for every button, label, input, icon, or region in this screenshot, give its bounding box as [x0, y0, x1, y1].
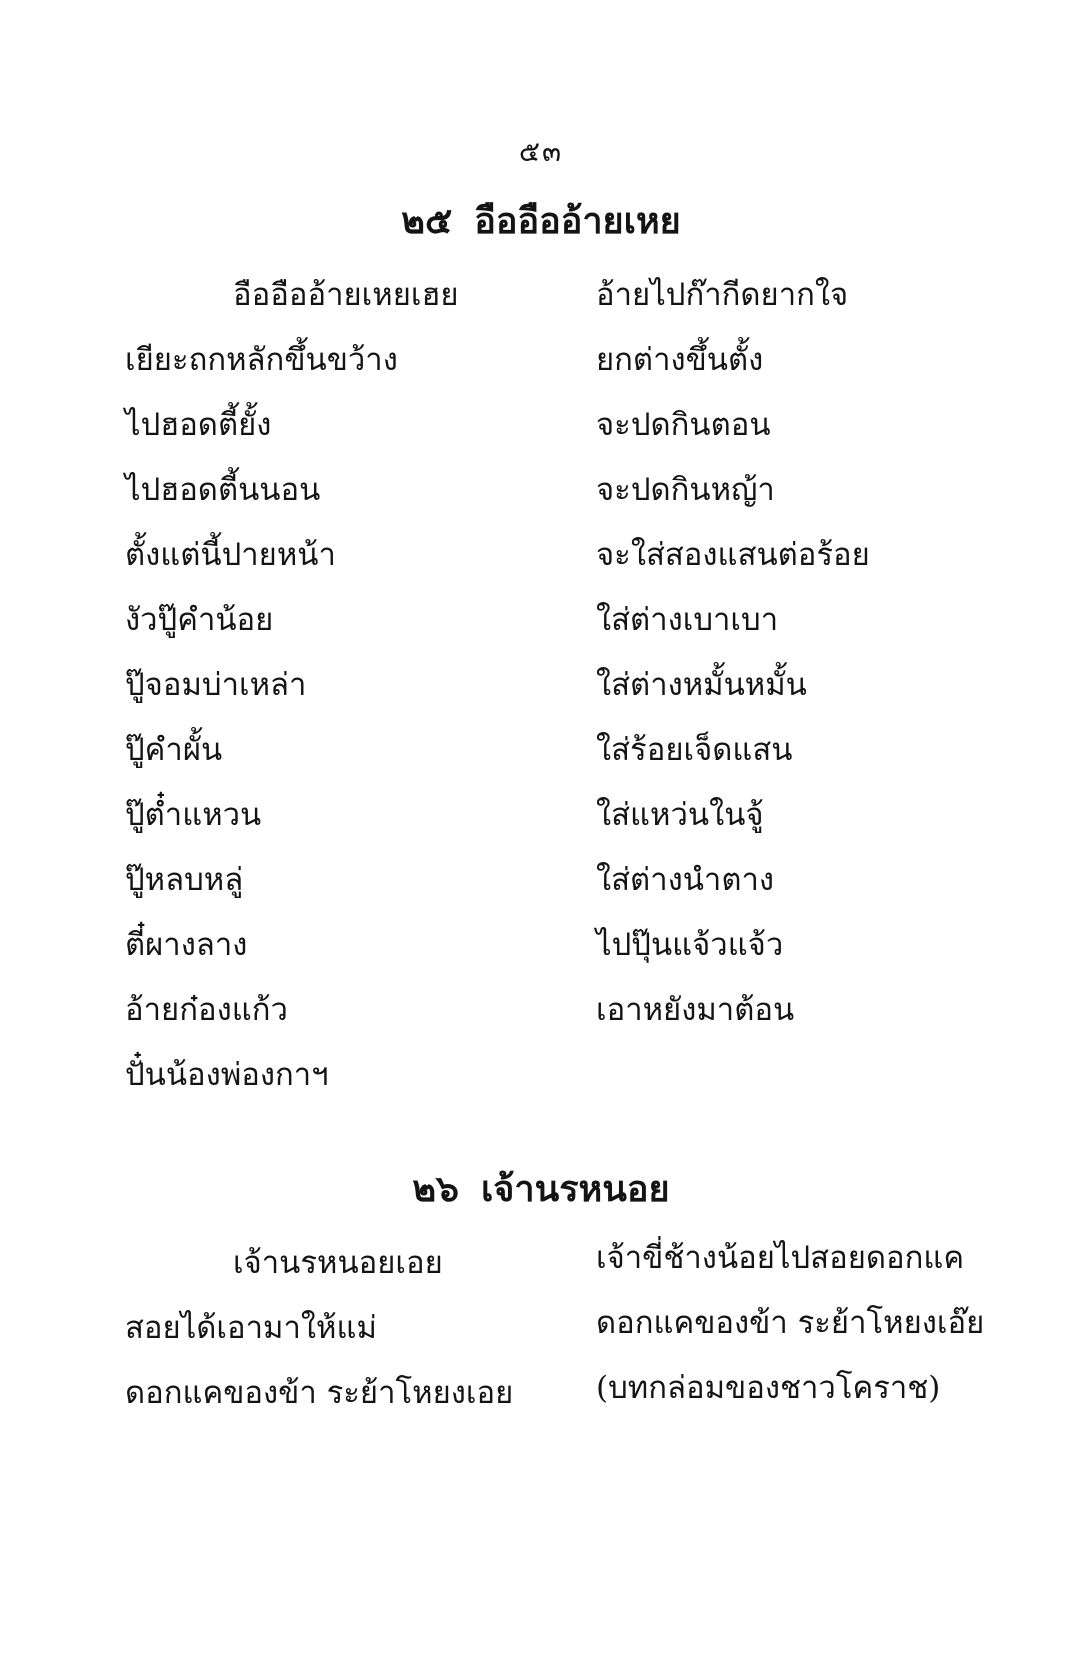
verse-right: เจ้าขี่ช้างน้อยไปสอยดอกแค: [596, 1240, 965, 1276]
section-heading: เจ้านรหนอย: [480, 1168, 670, 1210]
verse-left: อ้ายก๋องแก้ว: [125, 992, 288, 1028]
verse-left: งัวปู๊คำน้อย: [125, 602, 274, 638]
verse-left: ไปฮอดตี้ยั้ง: [125, 407, 272, 443]
verse-left: ตี๋ผางลาง: [125, 927, 248, 963]
page-number: ๕๓: [518, 135, 564, 168]
verse-left: อืออืออ้ายเหยเฮย: [233, 277, 459, 313]
verse-right: จะใส่สองแสนต่อร้อย: [596, 537, 870, 573]
verse-right: ยกต่างขึ้นตั้ง: [596, 342, 764, 378]
verse-left: เยียะถกหลักขึ้นขว้าง: [125, 342, 398, 378]
section-number: ๒๖: [412, 1168, 459, 1210]
section-title-25: [0, 192, 1082, 249]
verse-right: ใส่ต่างนำตาง: [596, 862, 775, 898]
section-number: ๒๕: [401, 200, 453, 242]
verse-right: จะปดกินหญ้า: [596, 472, 775, 508]
verse-right: เอาหยังมาต้อน: [596, 992, 795, 1028]
verse-right: ใส่แหว่นในจู้: [596, 797, 764, 833]
verse-left: ไปฮอดตี้นนอน: [125, 472, 321, 508]
verse-left: ปู๊จอมบ่าเหล่า: [125, 667, 307, 703]
verse-left: เจ้านรหนอยเอย: [233, 1245, 443, 1281]
verse-left: สอยได้เอามาให้แม่: [125, 1310, 377, 1346]
verse-left: ปู๊ต๋ำแหวน: [125, 797, 262, 833]
verse-left: ปู๊คำผั้น: [125, 732, 223, 768]
section-heading: อืออืออ้ายเหย: [474, 200, 681, 242]
verse-left: ดอกแคของข้า ระย้าโหยงเอย: [125, 1375, 514, 1411]
verse-right: ไปปุ๊นแจ้วแจ้ว: [596, 927, 784, 963]
verse-right: ดอกแคของข้า ระย้าโหยงเอ๊ย: [596, 1305, 985, 1341]
section-title-26: [0, 1160, 1082, 1217]
verse-left: ตั้งแต่นี้ปายหน้า: [125, 537, 336, 573]
verse-right: ใส่ต่างหมั้นหมั้น: [596, 667, 807, 703]
verse-right: จะปดกินตอน: [596, 407, 771, 443]
verse-left: ปู๊หลบหลู่: [125, 862, 244, 898]
verse-right: อ้ายไปก๊ากีดยากใจ: [596, 277, 849, 313]
verse-left: ปั๋นน้องพ่องกาฯ: [125, 1057, 329, 1093]
verse-right: ใส่ต่างเบาเบา: [596, 602, 779, 638]
verse-attribution: (บทกล่อมของชาวโคราช): [596, 1370, 941, 1406]
verse-right: ใส่ร้อยเจ็ดแสน: [596, 732, 793, 768]
